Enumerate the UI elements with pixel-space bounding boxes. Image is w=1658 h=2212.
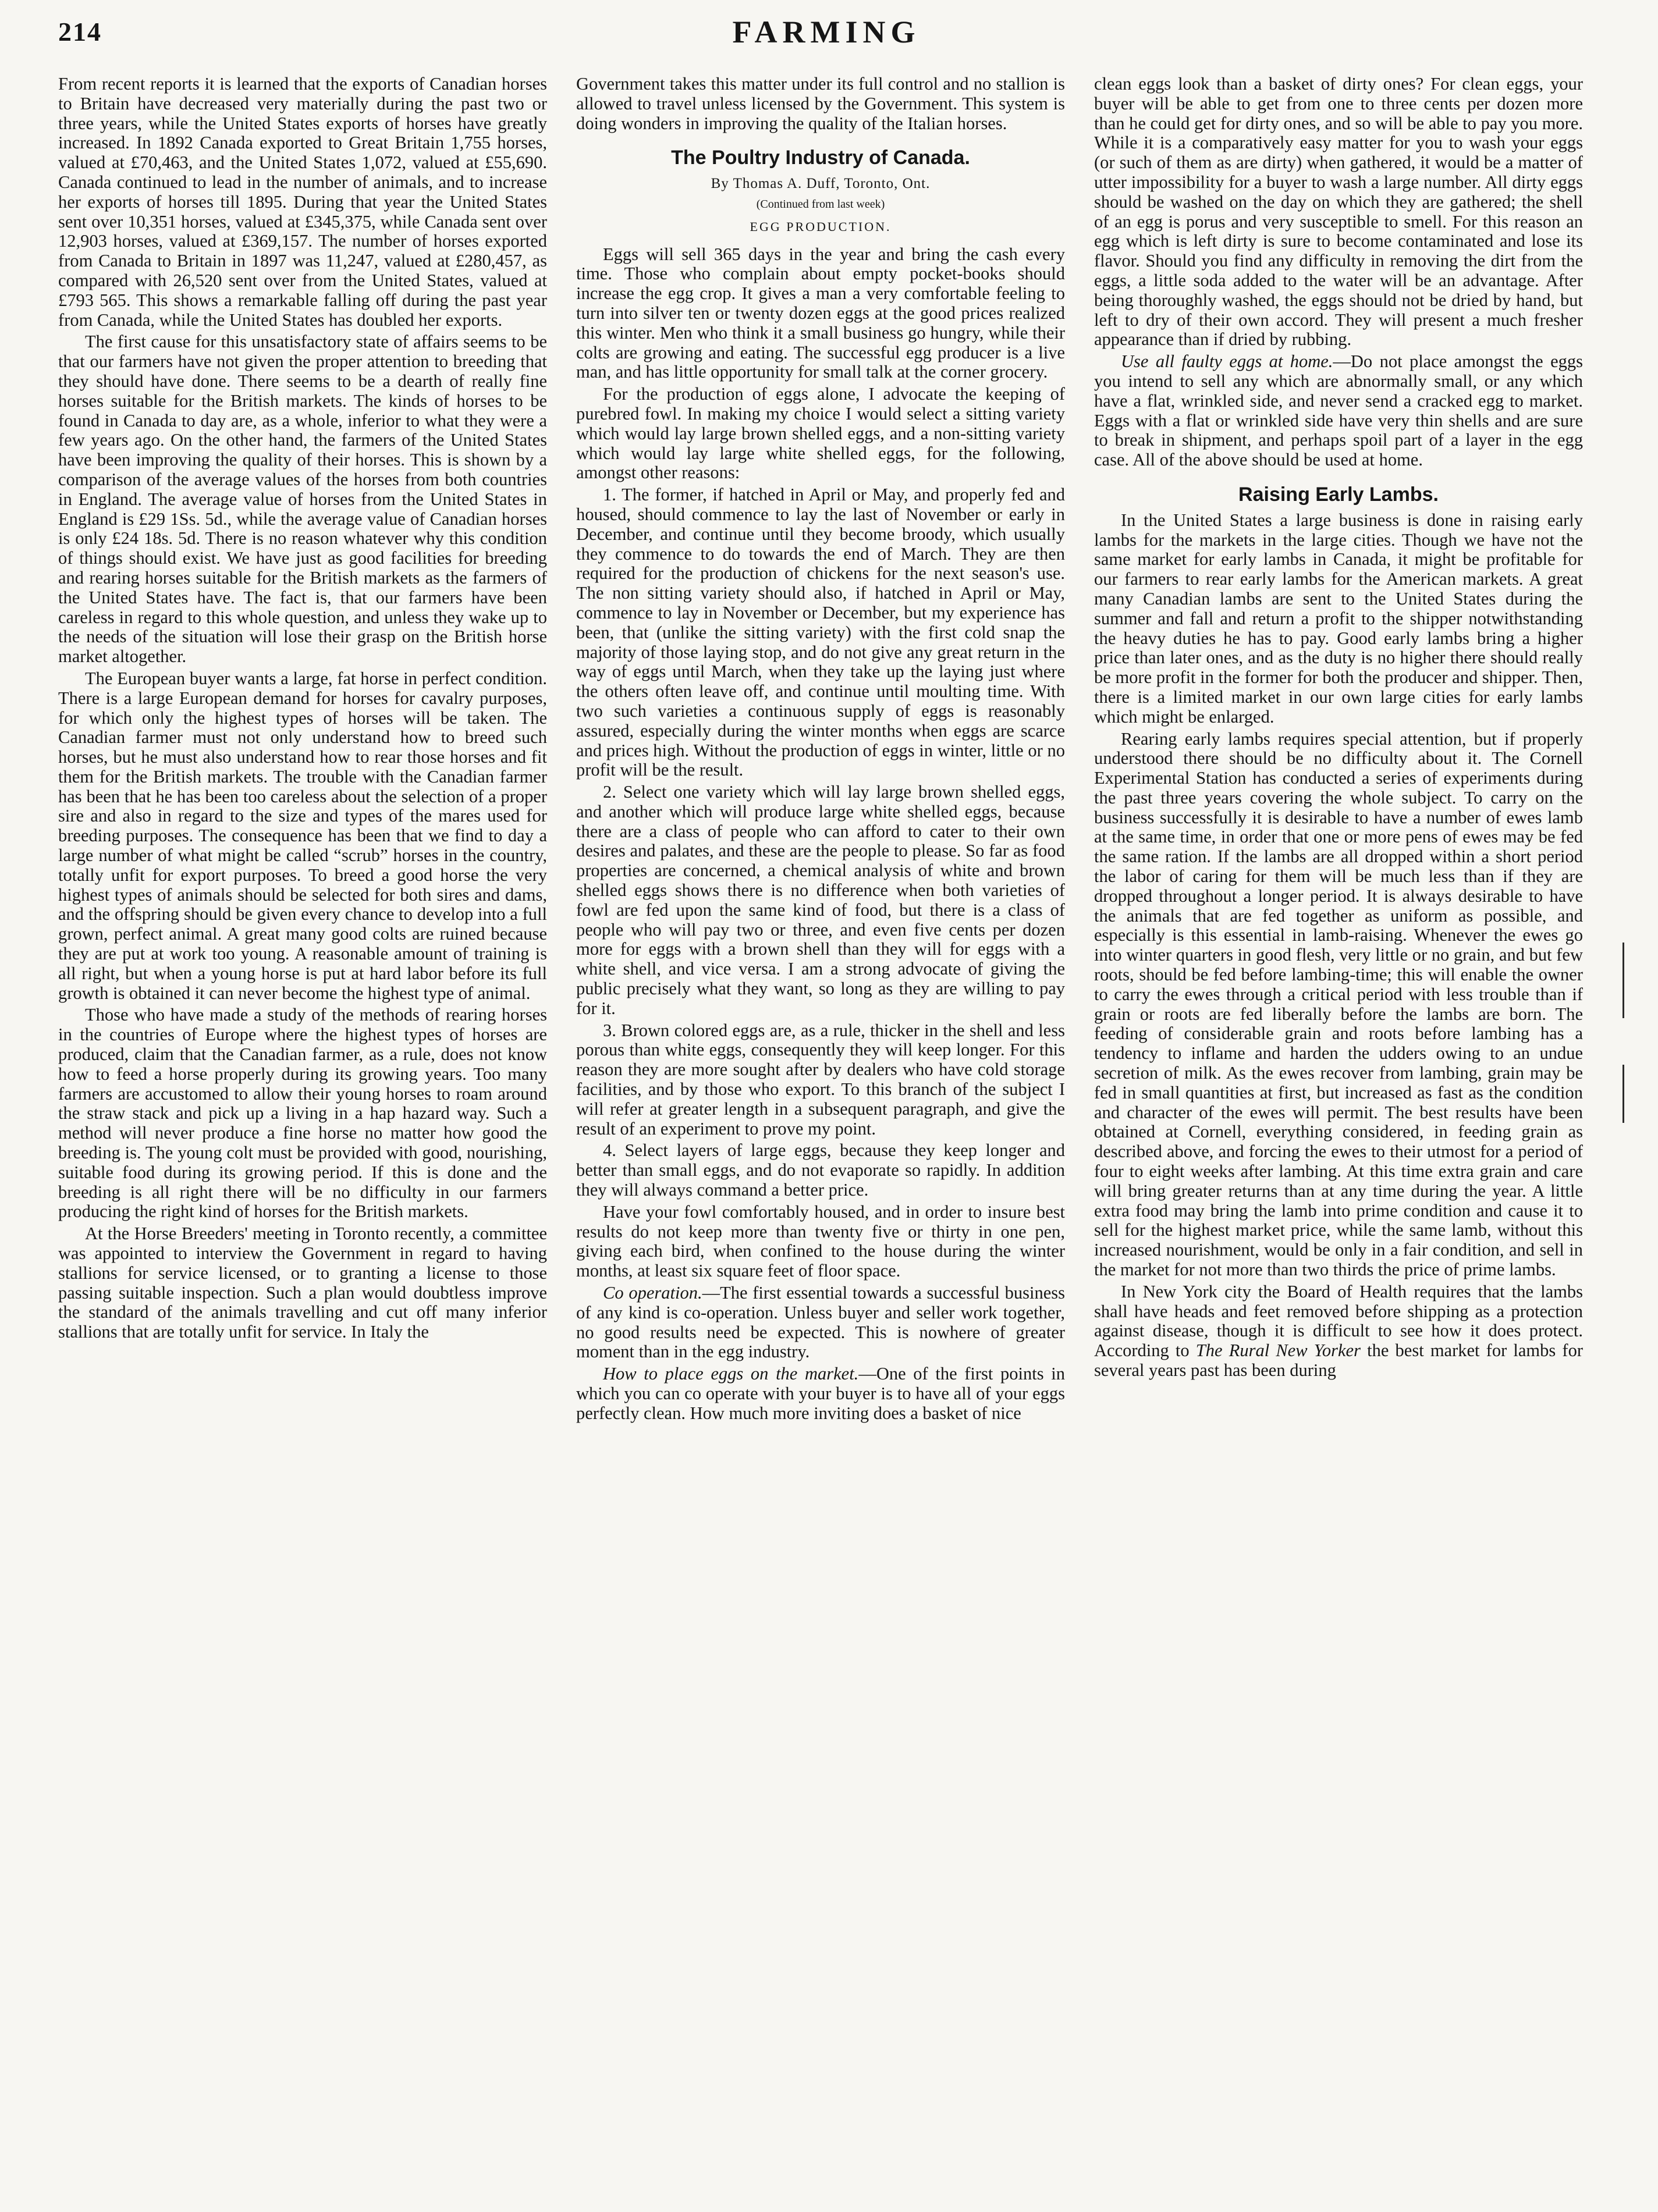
paragraph: 4. Select layers of large eggs, because they keep longer and better than small eggs, and do not evaporate so rapidly. In addition they will always command a better price. [576, 1140, 1065, 1200]
run-in-heading: How to place eggs on the market. [603, 1364, 859, 1384]
page-number: 214 [58, 17, 102, 47]
article-heading: The Poultry Industry of Canada. [671, 147, 970, 169]
paragraph [1094, 1282, 1583, 1381]
page-title: FARMING [732, 15, 921, 49]
paragraph-text: In New York city the Board of Health requires that the lambs shall have heads and feet removed before shipping as a protection against disease, though it is difficult to see how it does protect. According to [1094, 1281, 1583, 1361]
paragraph: The first cause for this unsatisfactory state of affairs seems to be that our farmers have not given the proper attention to breeding that they should have done. There seems to be a dearth of really fine horses suitable for the British markets. The kinds of horses to be found in Canada to day are, as a whole, inferior to what they were a few years ago. On the other hand, the farmers of the United States have been improving the quality of their horses. This is shown by a comparison of the average values of the horses from both countries in England. The average value of horses from the United States in England is £29 1Ss. 5d., while the average value of Canadian horses is only £24 18s. 5d. There is no reason whatever why this condition of things should exist. We have just as good facilities for breeding and rearing horses suitable for the British markets as the farmers of the United States have. The fact is, that our farmers have been careless in regard to this whole question, and unless they wake up to the needs of the situation will lose their grasp on the British horse market altogether. [58, 332, 547, 667]
paragraph: At the Horse Breeders' meeting in Toronto recently, a committee was appointed to interview the Government in regard to having stallions for service licensed, or to granting a license to those passing suitable inspection. Such a plan would doubtless improve the standard of the animals travelling and cut off many inferior stallions that are totally unfit for service. In Italy the [58, 1224, 547, 1342]
continued-note: (Continued from last week) [756, 197, 885, 211]
paragraph: From recent reports it is learned that the exports of Canadian horses to Britain have decreased very materially during the past two or three years, while the United States exports of horses have greatly increased. In 1892 Canada exported to Great Britain 1,755 horses, valued at £70,463, and the United States 1,072, valued at £55,690. Canada continued to lead in the number of animals, and to increase her exports of horses till 1895. During that year the United States sent over 10,351 horses, valued at £345,375, while Canada sent over 12,903 horses, valued at £369,157. The number of horses exported from Canada to Britain in 1897 was 11,247, valued at £280,457, as compared with 26,520 sent over from the United States, valued at £793 565. This shows a remarkable falling off during the past year from Canada, while the United States has doubled her exports. [58, 74, 547, 330]
paragraph-text: —The first essential towards a successful business of any kind is co-operation. Unless buyer and seller work together, no good results need be expected. This is nowhere of greater moment than in the egg industry. [576, 1283, 1065, 1362]
paragraph-text: the best market for lambs for several years past has been during [1094, 1340, 1583, 1380]
run-in-heading: Use all faulty eggs at home. [1121, 351, 1333, 372]
paragraph: clean eggs look than a basket of dirty ones? For clean eggs, your buyer will be able to get from one to three cents per dozen more than he could get for dirty ones, and so will be able to pay you more. While it is a comparatively easy matter for you to wash your eggs (or such of them as are dirty) when gathered, it would be a matter of utter impossibility for a buyer to wash a large number. All dirty eggs should be washed on the day on which they are gathered; the shell of an egg is porus and very susceptible to smell. For this reason an egg which is left dirty is sure to become contaminated and lose its flavor. Should you find any difficulty in removing the dirt from the eggs, a little soda added to the water will be an advantage. After being thoroughly washed, the eggs should not be dried by hand, but left to dry of their own accord. They will present a much fresher appearance than if dried by rubbing. [1094, 74, 1583, 350]
page-header [58, 12, 1595, 54]
paragraph: Rearing early lambs requires special attention, but if properly understood there should be no difficulty about it. The Cornell Experimental Station has conducted a series of experiments during the past three years covering the whole subject. To carry on the business successfully it is desirable to have a number of ewes lamb at the same time, in order that one or more pens of ewes may be fed the same ration. If the lambs are all dropped within a short period the labor of caring for them will be much less than if they are dropped throughout a longer period. It is always desirable to have the animals that are fed together as uniform as possible, and especially is this essential in lamb-raising. Whenever the ewes go into winter quarters in good flesh, very little or no grain, and but few roots, should be fed before lambing-time; this will enable the owner to carry the ewes through a critical period with less trouble than if grain or roots are fed liberally before the lambs are born. The feeding of considerable grain and roots before lambing has a tendency to inflame and harden the udders owing to an undue secretion of milk. As the ewes recover from lambing, grain may be fed in small quantities at first, but increased as fast as the condition and character of the ewes will permit. The best results have been obtained at Cornell, everything considered, in feeding grain as described above, and forcing the ewes to their utmost for a period of four to eight weeks after lambing. At this time extra grain and care will bring greater returns than at any time during the year. A little extra food may bring the lamb into prime condition and cause it to sell for the highest market price, while the same lamb, without this increased nourishment, would be only in a fair condition, and sell in the market for not more than two thirds the price of prime lambs. [1094, 728, 1583, 1280]
column-left [58, 74, 547, 2192]
margin-mark [1623, 1065, 1624, 1123]
paragraph-text: —One of the first points in which you can co operate with your buyer is to have all of your eggs perfectly clean. How much more inviting does a basket of nice [576, 1364, 1065, 1423]
paragraph: 1. The former, if hatched in April or May, and properly fed and housed, should commence to lay the last of November or early in December, and continue until they become broody, which usually they commence to do towards the end of March. They are then required for the production of chickens for the next season's use. The non sitting variety should also, if hatched in April or May, commence to lay in November or December, but my experience has been, that (unlike the sitting variety) with the first cold snap the majority of those laying stop, and do not give any great return in the way of eggs until March, when they take up the laying just where the others often leave off, and continue until moulting time. With two such varieties a continuous supply of eggs is reasonably assured, especially during the winter months when eggs are scarce and prices high. Without the production of eggs in winter, little or no profit will be the result. [576, 485, 1065, 780]
paragraph: Have your fowl comfortably housed, and in order to insure best results do not keep more than twenty five or thirty in one pen, giving each bird, when confined to the house during the winter months, at least six square feet of floor space. [576, 1201, 1065, 1281]
paragraph: 3. Brown colored eggs are, as a rule, thicker in the shell and less porous than white eggs, consequently they will keep longer. For this reason they are more sought after by dealers who have cold storage facilities, and by those who export. To this branch of the subject I will refer at greater length in a subsequent paragraph, and give the result of an experiment to prove my point. [576, 1020, 1065, 1139]
byline: By Thomas A. Duff, Toronto, Ont. [711, 176, 931, 192]
paragraph [576, 1283, 1065, 1362]
paragraph: In the United States a large business is done in raising early lambs for the markets in the large cities. Though we have not the same market for early lambs in Canada, it might be profitable for our farmers to rear early lambs for the American markets. A great many Canadian lambs are sent to the United States during the summer and fall and return a profit to the shipper notwithstanding the heavy duties he has to pay. Good early lambs bring a higher price than later ones, and as the duty is no higher there should really be more profit in the former for both the producer and shipper. Then, there is a limited market in our own large cities for early lambs which might be enlarged. [1094, 510, 1583, 727]
margin-mark [1623, 943, 1624, 1018]
column-middle [576, 74, 1065, 2192]
article-heading: Raising Early Lambs. [1238, 483, 1439, 506]
paragraph: Those who have made a study of the methods of rearing horses in the countries of Europe where the highest types of horses are produced, claim that the Canadian farmer, as a rule, does not know how to feed a horse properly during its growing years. Too many farmers are accustomed to allow their young horses to roam around the straw stack and pick up a living in a hap hazard way. Such a method will never produce a fine horse no matter how good the breeding is. The young colt must be provided with good, nourishing, suitable food during its growing period. If this is done and the breeding is all right there will be no difficulty in our farmers producing the right kind of horses for the British markets. [58, 1005, 547, 1222]
paragraph [576, 1364, 1065, 1423]
paragraph: 2. Select one variety which will lay large brown shelled eggs, and another which will produce large white shelled eggs, because there are a class of people who can afford to cater to their own desires and palates, and these are the people to please. So far as food properties are concerned, a chemical analysis of white and brown shelled eggs shows there is no difference when both varieties of fowl are fed upon the same kind of food, but there is a class of people who will pay two or three, and even five cents per dozen more for eggs with a brown shell than they will for eggs with a white shell, and vice versa. I am a strong advocate of giving the public precisely what they want, so long as they are willing to pay for it. [576, 782, 1065, 1018]
column-right [1094, 74, 1583, 2192]
paragraph: Government takes this matter under its full control and no stallion is allowed to travel unless licensed by the Government. This system is doing wonders in improving the quality of the Italian horses. [576, 74, 1065, 133]
subheading: EGG PRODUCTION. [750, 219, 892, 234]
paragraph: For the production of eggs alone, I advocate the keeping of purebred fowl. In making my choice I would select a sitting variety which would lay large brown shelled eggs, and a non-sitting variety which would lay large white shelled eggs, for the following, amongst other reasons: [576, 384, 1065, 483]
paragraph-text: —Do not place amongst the eggs you intend to sell any which are abnormally small, or any which have a flat, wrinkled side, and never send a cracked egg to market. Eggs with a flat or wrinkled side have very thin shells and are sure to break in shipment, and perhaps spoil part of a layer in the egg case. All of the above should be used at home. [1094, 351, 1583, 470]
paragraph: Eggs will sell 365 days in the year and bring the cash every time. Those who complain about empty pocket-books should increase the egg crop. It gives a man a very comfortable feeling to turn into silver ten or twenty dozen eggs at the good prices realized this winter. Men who think it a small business go hungry, while their colts are growing and eating. The successful egg producer is a live man, and has little opportunity for small talk at the corner grocery. [576, 244, 1065, 382]
run-in-heading: Co operation. [603, 1283, 702, 1303]
paragraph: The European buyer wants a large, fat horse in perfect condition. There is a large European demand for horses for cavalry purposes, for which only the highest types of horses will be taken. The Canadian farmer must not only understand how to breed such horses, but he must also understand how to rear those horses and fit them for the British markets. The trouble with the Canadian farmer has been that he has been too careless about the selection of a proper sire and also in regard to the size and types of the mares used for breeding purposes. The consequence has been that we find to day a large number of what might be called “scrub” horses in the country, totally unfit for export purposes. To breed a good horse the very highest types of animals should be selected for both sires and dams, and the offspring should be given every chance to develop into a full grown, perfect animal. A great many good colts are ruined because they are put at work too young. A reasonable amount of training is all right, but when a young horse is put at hard labor before its full growth is obtained it can never become the highest type of animal. [58, 668, 547, 1003]
paragraph [1094, 352, 1583, 470]
publication-title: The Rural New Yorker [1195, 1340, 1361, 1361]
